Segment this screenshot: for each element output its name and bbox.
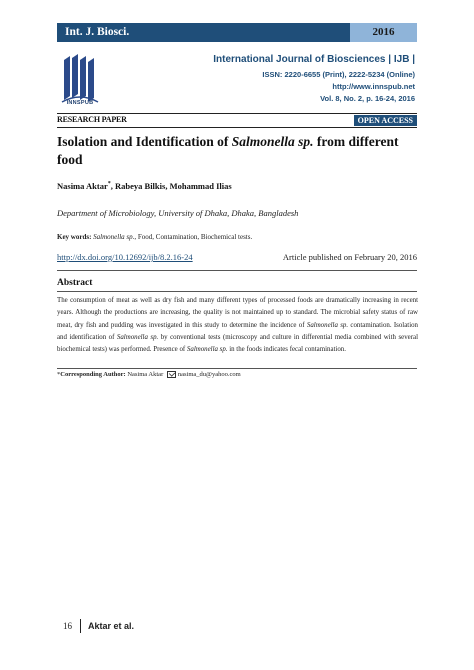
journal-issn: ISSN: 2220-6655 (Print), 2222-5234 (Online) [262,70,415,79]
open-access-badge: OPEN ACCESS [354,115,417,126]
footer-divider [80,619,81,633]
strip-bottom-line [57,127,417,128]
research-paper-label: RESEARCH PAPER [57,115,127,124]
corresponding-author: *Corresponding Author: Nasima Aktar nasima_du@yahoo.com [57,371,241,378]
keywords: Key words: Salmonella sp., Food, Contamination, Biochemical tests. [57,233,253,241]
abstract-bottom-rule [57,368,417,369]
journal-title: International Journal of Biosciences | IJB | [213,54,415,65]
journal-volume: Vol. 8, No. 2, p. 16-24, 2016 [320,94,415,103]
affiliation: Department of Microbiology, University of Dhaka, Dhaka, Bangladesh [57,208,299,218]
mail-icon [167,371,176,378]
year-banner: 2016 [350,23,417,42]
article-title: Isolation and Identification of Salmonella sp. from different food [57,134,399,167]
abstract-heading-rule [57,291,417,292]
journal-abbrev-banner: Int. J. Biosci. [57,23,357,42]
journal-url[interactable]: http://www.innspub.net [332,82,415,91]
footer-author: Aktar et al. [88,621,135,631]
logo-label: INNSPUB [66,100,94,106]
abstract-heading: Abstract [57,278,93,288]
strip-top-line [57,113,417,114]
doi-link[interactable]: http://dx.doi.org/10.12692/ijb/8.2.16-24 [57,252,193,262]
abstract-top-rule [57,270,417,271]
corresponding-email[interactable]: nasima_du@yahoo.com [177,371,241,378]
page-number: 16 [63,621,72,631]
abstract-body: The consumption of meat as well as dry fish and many different types of processed foods are dramatically increasing in recent years. Although the productions are increasing, the quality is not maintained up to standard. The microbial safety status of raw meat, dry fish and pudding was investigated in this study to determine the incidence of Salmonella sp. contamination. Isolation and identification of Salmonella sp. by conventional tests (microscopy and culture in differential media combined with several biochemical tests) was performed. Presence of Salmonella sp. in the foods indicates fecal contamination. [57,297,418,354]
author-list: Nasima Aktar*, Rabeya Bilkis, Mohammad Ilias [57,181,232,191]
published-date: Article published on February 20, 2016 [282,252,417,262]
